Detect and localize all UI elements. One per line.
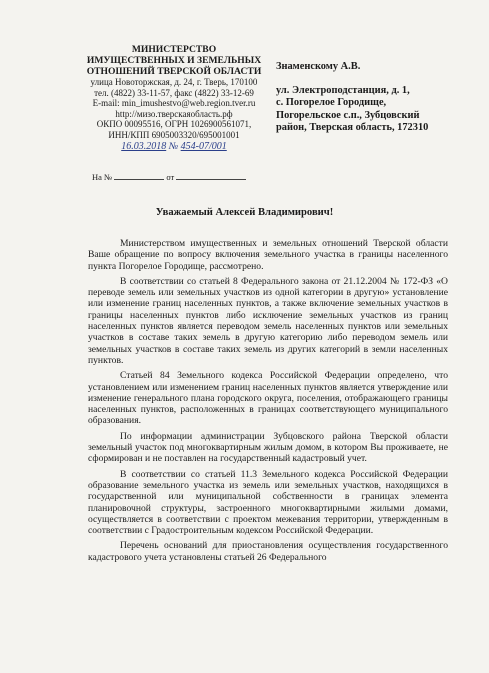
ministry-name-line-1: МИНИСТЕРСТВО: [131, 44, 217, 55]
incoming-date-label: от: [166, 172, 175, 182]
body-paragraph: Статьей 84 Земельного кодекса Российской Федерации определено, что установлением или изменением границ населенных пунктов является утверждение или изменение генерального плана городского округа, поселения, отображающего границы населенных пунктов, расположенных в границах соответствующего муниципального образования.: [88, 370, 448, 427]
outgoing-reference: [64, 142, 284, 153]
recipient-block: [276, 61, 466, 134]
sender-address: улица Новоторжская, д. 24, г. Тверь, 170100: [90, 77, 258, 87]
incoming-reference-line: [92, 171, 246, 182]
handwritten-date: 16.03.2018: [121, 140, 167, 152]
sender-email: E-mail: min_imushestvo@web.region.tver.ru: [92, 98, 256, 109]
incoming-date-blank: [176, 171, 246, 180]
recipient-name: Знаменскому А.В.: [276, 61, 361, 72]
recipient-address-line: район, Тверская область, 172310: [276, 121, 429, 133]
recipient-address-line: с. Погорелое Городище,: [276, 97, 387, 109]
salutation: Уважаемый Алексей Владимирович!: [155, 207, 334, 218]
sender-okpo-ogrn: ОКПО 00095516, ОГРН 1026900561071,: [96, 119, 252, 130]
handwritten-number: 454-07/001: [180, 140, 227, 152]
sender-block: [64, 44, 284, 152]
incoming-number-blank: [114, 171, 164, 180]
sender-website: http://мизо.тверскаяобласть.рф: [115, 108, 233, 119]
body-paragraph: Перечень оснований для приостановления осуществления государственного кадастрового учета установлены статьей 26 Федерального: [88, 540, 448, 563]
body-paragraph: По информации администрации Зубцовского района Тверской области земельный участок под многоквартирным жилым домом, в котором Вы проживаете, не сформирован и не поставлен на государственный кадастровый учет.: [88, 430, 448, 465]
incoming-number-label: На №: [92, 172, 113, 182]
ministry-name-line-2: ИМУЩЕСТВЕННЫХ И ЗЕМЕЛЬНЫХ: [86, 55, 262, 66]
recipient-address-line: Погорельское с.п., Зубцовский: [276, 109, 420, 121]
ministry-name-line-3: ОТНОШЕНИЙ ТВЕРСКОЙ ОБЛАСТИ: [86, 66, 262, 77]
sender-inn-kpp: ИНН/КПП 6905003320/695001001: [108, 129, 240, 140]
body-paragraph: Министерством имущественных и земельных отношений Тверской области Ваше обращение по вопросу включения земельного участка в границы населенного пункта Погорелое Городище, рассмотрено.: [88, 238, 448, 272]
body-paragraph: В соответствии со статьей 8 Федерального закона от 21.12.2004 № 172-ФЗ «О переводе земель или земельных участков из одной категории в другую» установление или изменение границ населенных пунктов, а также включение земельных участков в границы населенных пунктов либо исключение земельных участков из границ населенных пунктов является переводом земель населенных пунктов или земельных участков в составе таких земель в другую категорию либо переводом земель или земельных участков в составе таких земель из других категорий в земли населенных пунктов.: [88, 275, 448, 366]
letter-body: [88, 238, 448, 567]
number-sign: №: [168, 140, 179, 152]
body-paragraph: В соответствии со статьей 11.3 Земельного кодекса Российской Федерации образование земельного участка из земель или земельных участков, находящихся в государственной или муниципальной собственности в границах элемента планировочной структуры, застроенного многоквартирными жилыми домами, осуществляется в соответствии с проектом межевания территории, утвержденным в соответствии с Градостроительным кодексом Российской Федерации.: [88, 468, 448, 537]
recipient-address-line: ул. Электроподстанция, д. 1,: [276, 85, 410, 97]
sender-phone-fax: тел. (4822) 33-11-57, факс (4822) 33-12-69: [94, 87, 254, 98]
